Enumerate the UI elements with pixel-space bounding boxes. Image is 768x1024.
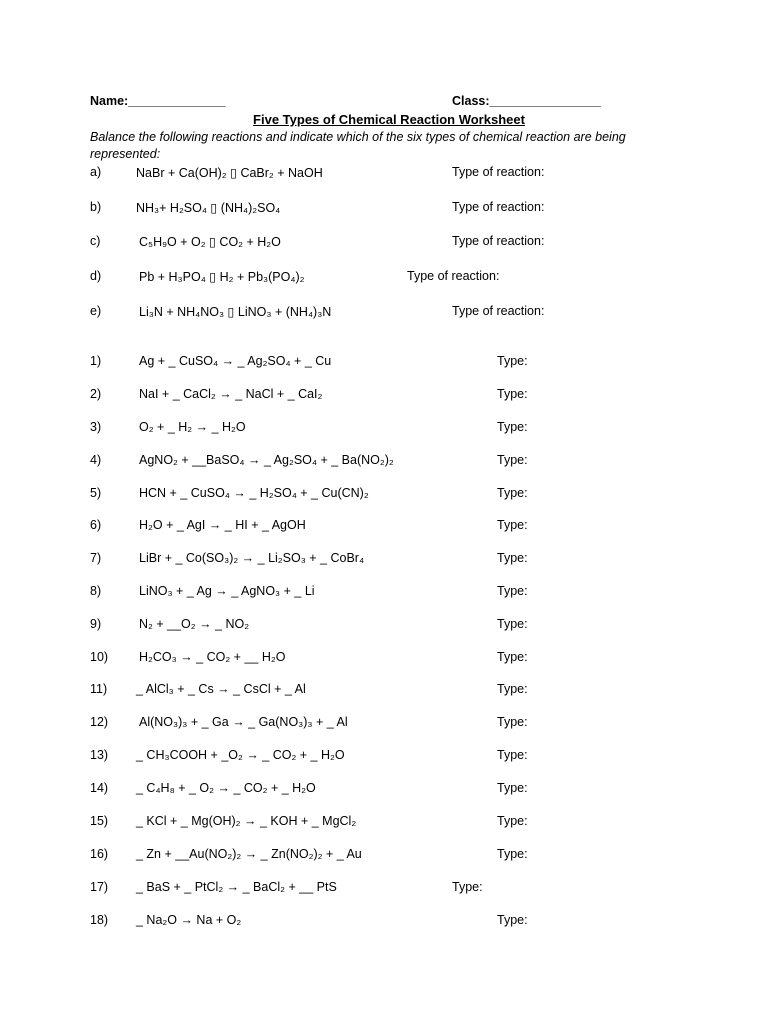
type-label: Type:	[497, 847, 528, 861]
question-number: 18)	[90, 913, 109, 927]
question-number: 8)	[90, 584, 102, 598]
equation: _ AlCl₃ + _ Cs → _ CsCl + _ Al	[136, 682, 306, 696]
type-label: Type:	[497, 913, 528, 927]
class-field[interactable]	[452, 94, 601, 108]
equation: Li₃N + NH₄NO₃ ▯ LiNO₃ + (NH₄)₃N	[139, 305, 332, 319]
equation: _ C₄H₈ + _ O₂ → _ CO₂ + _ H₂O	[136, 781, 316, 795]
page-title: Five Types of Chemical Reaction Worksheet	[253, 112, 525, 127]
equation: _ Zn + __Au(NO₂)₂ → _ Zn(NO₂)₂ + _ Au	[136, 847, 362, 861]
item-label: c)	[90, 234, 101, 248]
equation: _ CH₃COOH + _O₂ → _ CO₂ + _ H₂O	[136, 748, 345, 762]
equation: HCN + _ CuSO₄ → _ H₂SO₄ + _ Cu(CN)₂	[139, 486, 369, 500]
equation: _ KCl + _ Mg(OH)₂ → _ KOH + _ MgCl₂	[136, 814, 357, 828]
equation: LiBr + _ Co(SO₃)₂ → _ Li₂SO₃ + _ CoBr₄	[139, 551, 365, 565]
name-label: Name:	[90, 94, 129, 108]
type-label: Type:	[497, 354, 528, 368]
type-label: Type:	[497, 748, 528, 762]
equation: Pb + H₃PO₄ ▯ H₂ + Pb₃(PO₄)₂	[139, 270, 305, 284]
equation: AgNO₂ + __BaSO₄ → _ Ag₂SO₄ + _ Ba(NO₂)₂	[139, 453, 394, 467]
class-label: Class:	[452, 94, 490, 108]
type-label: Type:	[497, 682, 528, 696]
equation: H₂CO₃ → _ CO₂ + __ H₂O	[139, 650, 286, 664]
equation: NH₃+ H₂SO₄ ▯ (NH₄)₂SO₄	[136, 201, 281, 215]
item-label: d)	[90, 269, 102, 283]
question-number: 16)	[90, 847, 109, 861]
class-blank[interactable]: ________________	[489, 94, 601, 108]
type-label: Type:	[497, 650, 528, 664]
type-label: Type:	[452, 880, 483, 894]
item-label: b)	[90, 200, 102, 214]
type-label: Type:	[497, 617, 528, 631]
type-label: Type:	[497, 420, 528, 434]
question-number: 2)	[90, 387, 102, 401]
type-label: Type of reaction:	[452, 234, 545, 248]
question-number: 4)	[90, 453, 102, 467]
question-number: 7)	[90, 551, 102, 565]
question-number: 14)	[90, 781, 109, 795]
equation: _ Na₂O → Na + O₂	[136, 913, 242, 927]
question-number: 17)	[90, 880, 109, 894]
type-label: Type of reaction:	[452, 200, 545, 214]
question-number: 15)	[90, 814, 109, 828]
equation: NaI + _ CaCl₂ → _ NaCl + _ CaI₂	[139, 387, 323, 401]
question-number: 11)	[90, 682, 108, 696]
type-label: Type of reaction:	[407, 269, 500, 283]
equation: Ag + _ CuSO₄ → _ Ag₂SO₄ + _ Cu	[139, 354, 332, 368]
question-number: 9)	[90, 617, 102, 631]
name-field[interactable]	[90, 94, 226, 108]
equation: O₂ + _ H₂ → _ H₂O	[139, 420, 246, 434]
type-label: Type:	[497, 551, 528, 565]
type-label: Type of reaction:	[452, 304, 545, 318]
type-label: Type:	[497, 518, 528, 532]
type-label: Type:	[497, 715, 528, 729]
equation: NaBr + Ca(OH)₂ ▯ CaBr₂ + NaOH	[136, 166, 323, 180]
equation: C₅H₉O + O₂ ▯ CO₂ + H₂O	[139, 235, 281, 249]
type-label: Type:	[497, 387, 528, 401]
equation: _ BaS + _ PtCl₂ → _ BaCl₂ + __ PtS	[136, 880, 337, 894]
name-blank[interactable]: ______________	[128, 94, 226, 108]
question-number: 6)	[90, 518, 102, 532]
type-label: Type:	[497, 814, 528, 828]
question-number: 5)	[90, 486, 102, 500]
equation: LiNO₃ + _ Ag → _ AgNO₃ + _ Li	[139, 584, 315, 598]
instructions: Balance the following reactions and indicate which of the six types of chemical reaction are being represented:	[90, 130, 626, 161]
type-label: Type:	[497, 486, 528, 500]
equation: H₂O + _ AgI → _ HI + _ AgOH	[139, 518, 306, 532]
question-number: 12)	[90, 715, 109, 729]
item-label: e)	[90, 304, 102, 318]
equation: N₂ + __O₂ → _ NO₂	[139, 617, 250, 631]
question-number: 10)	[90, 650, 109, 664]
equation: Al(NO₃)₃ + _ Ga → _ Ga(NO₃)₃ + _ Al	[139, 715, 348, 729]
item-label: a)	[90, 165, 102, 179]
type-label: Type:	[497, 584, 528, 598]
type-label: Type:	[497, 781, 528, 795]
question-number: 1)	[90, 354, 102, 368]
type-label: Type:	[497, 453, 528, 467]
type-label: Type of reaction:	[452, 165, 545, 179]
question-number: 3)	[90, 420, 102, 434]
question-number: 13)	[90, 748, 109, 762]
